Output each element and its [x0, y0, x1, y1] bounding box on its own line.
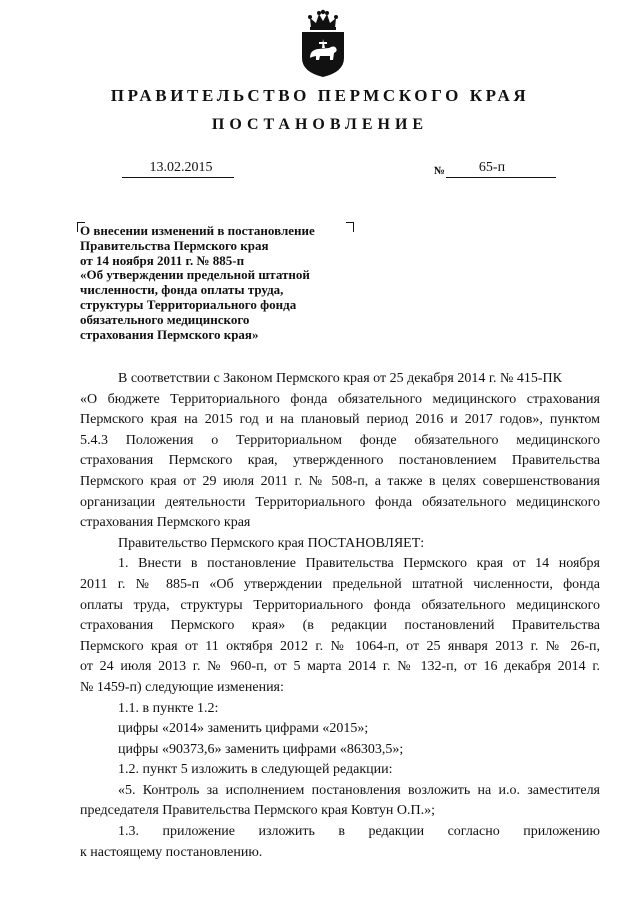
body-line: от 24 июля 2013 г. № 960-п, от 5 марта 2014 г. № 132-п, от 16 декабря 2014 г.	[80, 659, 600, 675]
coat-of-arms-icon	[298, 8, 348, 78]
body-line: страхования Пермского края» (в редакции постановлений Правительства	[80, 618, 600, 634]
body-line: Правительство Пермского края ПОСТАНОВЛЯЕТ:	[118, 535, 425, 551]
body-line: 1.2. пункт 5 изложить в следующей редакции:	[118, 762, 393, 778]
subject-line: численности, фонда оплаты труда,	[80, 282, 284, 298]
body-line: 1.1. в пункте 1.2:	[118, 700, 219, 716]
subject-line: «Об утверждении предельной штатной	[80, 267, 310, 283]
subject-line: страхования Пермского края»	[80, 326, 259, 342]
body-line: к настоящему постановлению.	[80, 844, 263, 860]
document-subject	[80, 224, 370, 342]
document-type: ПОСТАНОВЛЕНИЕ	[211, 116, 429, 133]
subject-line: Правительства Пермского края	[80, 237, 269, 253]
subject-line: от 14 ноября 2011 г. № 885-п	[80, 252, 245, 268]
body-line: Пермского края от 29 июля 2011 г. № 508-п, а также в целях совершенствования	[80, 473, 600, 489]
organization-title: ПРАВИТЕЛЬСТВО ПЕРМСКОГО КРАЯ	[110, 86, 530, 105]
body-line: № 1459-п) следующие изменения:	[80, 679, 284, 695]
document-number: 65-п	[446, 159, 556, 178]
body-line: «О бюджете Территориального фонда обязательного медицинского страхования	[80, 391, 600, 407]
document-date: 13.02.2015	[122, 159, 234, 178]
subject-line: О внесении изменений в постановление	[80, 223, 315, 238]
body-line: организации деятельности Территориального фонда обязательного медицинского	[80, 494, 600, 510]
body-line: оплаты труда, структуры Территориального фонда обязательного медицинского	[80, 597, 600, 613]
subject-line: структуры Территориального фонда	[80, 296, 297, 312]
body-line: В соответствии с Законом Пермского края от 25 декабря 2014 г. № 415-ПК	[118, 371, 562, 386]
body-line: 5.4.3 Положения о Территориальном фонде обязательного медицинского	[80, 432, 600, 448]
subject-line: обязательного медицинского	[80, 311, 250, 327]
document-body	[80, 369, 600, 863]
body-line: 1.3. приложение изложить в редакции согласно приложению	[118, 824, 600, 840]
body-line: страхования Пермского края	[80, 515, 251, 531]
body-line: председателя Правительства Пермского края Ковтун О.П.»;	[80, 803, 435, 819]
body-line: «5. Контроль за исполнением постановления возложить на и.о. заместителя	[118, 782, 600, 798]
body-line: цифры «2014» заменить цифрами «2015»;	[118, 721, 369, 737]
body-line: Пермского края от 11 октября 2012 г. № 1064-п, от 25 января 2013 г. № 26-п,	[80, 638, 600, 654]
body-line: цифры «90373,6» заменить цифрами «86303,5»;	[118, 741, 404, 757]
body-line: 1. Внести в постановление Правительства Пермского края от 14 ноября	[118, 556, 600, 572]
body-line: Пермского края на 2015 год и на плановый период 2016 и 2017 годов», пунктом	[80, 412, 600, 428]
body-line: 2011 г. № 885-п «Об утверждении предельной штатной численности, фонда	[80, 576, 600, 592]
body-line: страхования Пермского края, утвержденного постановлением Правительства	[80, 453, 600, 469]
number-sign: №	[434, 165, 446, 177]
